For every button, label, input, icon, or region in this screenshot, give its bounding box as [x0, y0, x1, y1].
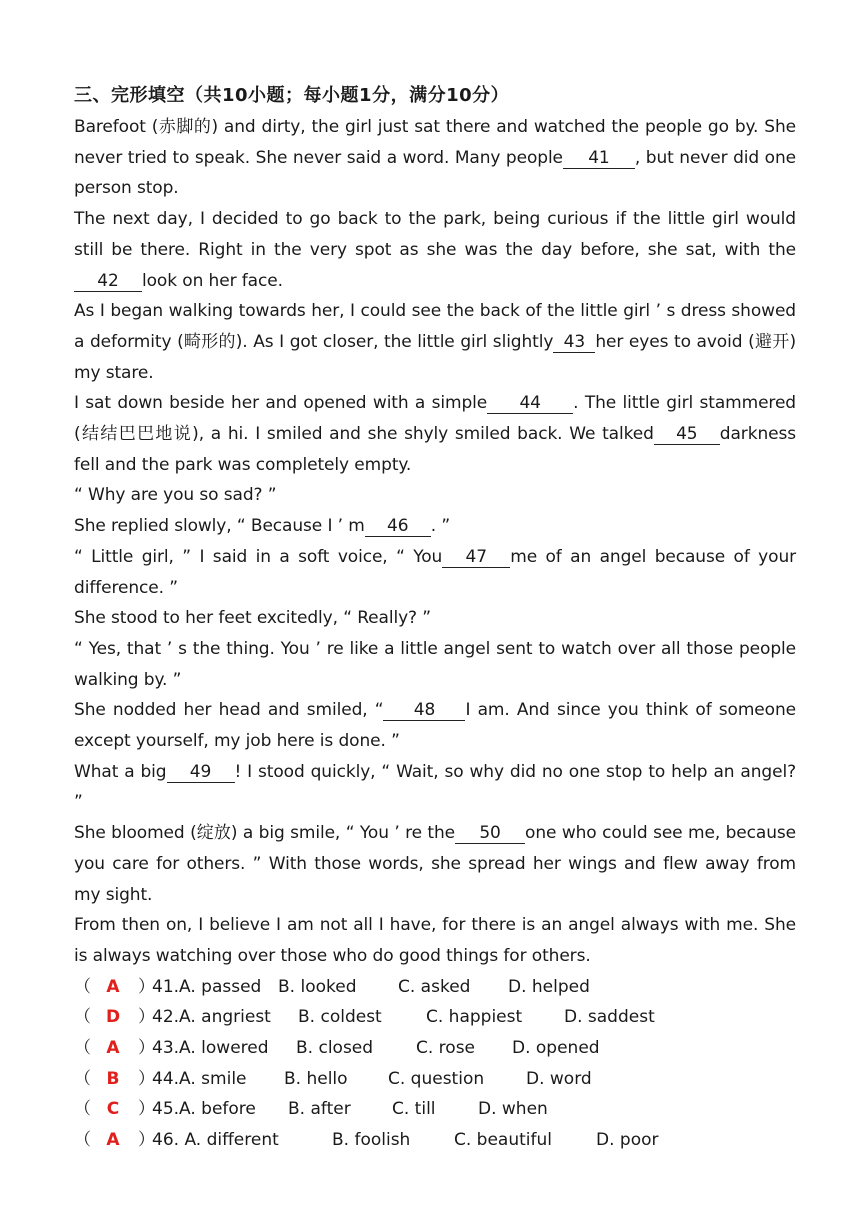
passage-text: . The little girl stammered (结结巴巴地说), a hi. I smiled and she shyly smiled back. We talked	[74, 393, 796, 445]
passage-text: She replied slowly, “ Because I ’ m	[74, 516, 365, 537]
passage-paragraph	[74, 388, 796, 480]
option-row-45	[74, 1094, 796, 1125]
option-b: B. hello	[284, 1068, 348, 1089]
passage-text: “ Yes, that ’ s the thing. You ’ re like a little angel sent to watch over all those people walking by. ”	[74, 638, 796, 690]
answer-letter: B	[106, 1068, 120, 1089]
passage-text: From then on, I believe I am not all I have, for there is an angel always with me. She is always watching over those who do good things for others.	[74, 915, 796, 966]
passage-text: As I began walking towards her, I could see the back of the little girl ’ s dress showed a deformity (畸形的). As I got closer, the little girl slightly	[74, 301, 796, 352]
open-paren: （	[74, 1068, 91, 1089]
passage-paragraph	[74, 204, 796, 296]
open-paren: （	[74, 1007, 91, 1028]
passage-text: . ”	[430, 516, 451, 537]
blank-45: 45	[654, 424, 720, 445]
option-row-46	[74, 1125, 796, 1156]
option-b: B. looked	[278, 976, 357, 997]
passage-paragraph	[74, 634, 796, 695]
option-c: C. question	[388, 1068, 485, 1089]
blank-42: 42	[74, 271, 142, 292]
passage-text: look on her face.	[142, 270, 283, 291]
option-a: 42.A. angriest	[152, 1007, 271, 1028]
blank-44: 44	[487, 393, 573, 414]
passage-paragraph	[74, 296, 796, 388]
answer-letter: C	[106, 1099, 120, 1120]
passage-paragraph	[74, 112, 796, 204]
blank-47: 47	[442, 547, 510, 568]
option-a: 41.A. passed	[152, 976, 262, 997]
passage-text: ! I stood quickly, “ Wait, so why did no one stop to help an angel? ”	[74, 761, 796, 813]
passage-paragraph	[74, 910, 796, 971]
passage-text: darkness fell and the park was completely empty.	[74, 424, 796, 475]
option-d: D. poor	[596, 1130, 659, 1151]
passage-text: She stood to her feet excitedly, “ Really? ”	[74, 608, 431, 629]
close-paren: ）	[138, 1068, 155, 1089]
passage-paragraph	[74, 757, 796, 818]
passage-text: “ Little girl, ” I said in a soft voice, “ You	[74, 546, 443, 567]
passage-text: me of an angel because of your difference. ”	[74, 546, 797, 598]
blank-50: 50	[455, 823, 525, 844]
blank-43: 43	[553, 332, 595, 353]
option-b: B. closed	[296, 1038, 374, 1059]
open-paren: （	[74, 1130, 91, 1151]
close-paren: ）	[138, 1007, 155, 1028]
passage-text: , but never did one person stop.	[74, 147, 796, 199]
open-paren: （	[74, 1038, 91, 1059]
option-row-42	[74, 1002, 796, 1033]
option-row-44	[74, 1064, 796, 1095]
passage-text: She nodded her head and smiled, “	[74, 700, 384, 721]
open-paren: （	[74, 976, 91, 997]
option-d: D. word	[526, 1068, 592, 1089]
passage-paragraph	[74, 818, 796, 910]
passage-text: I am. And since you think of someone except yourself, my job here is done. ”	[74, 700, 796, 752]
option-row-41	[74, 972, 796, 1003]
option-a: 43.A. lowered	[152, 1038, 269, 1059]
option-d: D. when	[478, 1099, 548, 1120]
answer-letter: A	[106, 1038, 120, 1059]
option-d: D. opened	[512, 1038, 600, 1059]
option-a: 46. A. different	[152, 1130, 279, 1151]
section-heading: 三、完形填空（共10小题；每小题1分，满分10分）	[74, 85, 510, 106]
option-b: B. coldest	[298, 1007, 382, 1028]
close-paren: ）	[138, 1130, 155, 1151]
blank-48: 48	[383, 700, 465, 721]
passage-paragraph	[74, 480, 796, 511]
option-b: B. foolish	[332, 1130, 411, 1151]
option-c: C. rose	[416, 1038, 476, 1059]
option-c: C. till	[392, 1099, 436, 1120]
passage-text: The next day, I decided to go back to the park, being curious if the little girl would still be there. Right in the very spot as she was the day before, she sat, with the	[74, 209, 796, 260]
close-paren: ）	[138, 1099, 155, 1120]
passage-paragraph	[74, 511, 796, 542]
answer-letter: D	[105, 1007, 121, 1028]
passage-paragraph	[74, 542, 796, 603]
passage-text: her eyes to avoid (避开) my stare.	[74, 331, 796, 383]
option-a: 44.A. smile	[152, 1068, 247, 1089]
option-c: C. beautiful	[454, 1130, 552, 1151]
passage-paragraph	[74, 603, 796, 634]
option-c: C. happiest	[426, 1007, 523, 1028]
option-c: C. asked	[398, 976, 471, 997]
passage-text: She bloomed (绽放) a big smile, “ You ’ re the	[74, 823, 456, 844]
worksheet-page	[74, 78, 796, 1156]
close-paren: ）	[138, 976, 155, 997]
answer-letter: A	[106, 1130, 120, 1151]
passage-paragraph	[74, 695, 796, 756]
answer-letter: A	[106, 976, 120, 997]
blank-46: 46	[365, 516, 431, 537]
answer-options-list	[74, 972, 796, 1156]
blank-41: 41	[563, 148, 635, 169]
passage-text: What a big	[74, 761, 167, 782]
option-a: 45.A. before	[152, 1099, 256, 1120]
close-paren: ）	[138, 1038, 155, 1059]
passage-text: I sat down beside her and opened with a simple	[74, 393, 488, 414]
option-b: B. after	[288, 1099, 351, 1120]
option-d: D. helped	[508, 976, 590, 997]
option-d: D. saddest	[564, 1007, 655, 1028]
passage-text: one who could see me, because you care for others. ” With those words, she spread her wings and flew away from my sight.	[74, 823, 796, 905]
passage-text: “ Why are you so sad? ”	[74, 485, 277, 506]
open-paren: （	[74, 1099, 91, 1120]
blank-49: 49	[167, 762, 235, 783]
passage-text: Barefoot (赤脚的) and dirty, the girl just sat there and watched the people go by. She never tried to speak. She never said a word. Many people	[74, 117, 796, 168]
option-row-43	[74, 1033, 796, 1064]
